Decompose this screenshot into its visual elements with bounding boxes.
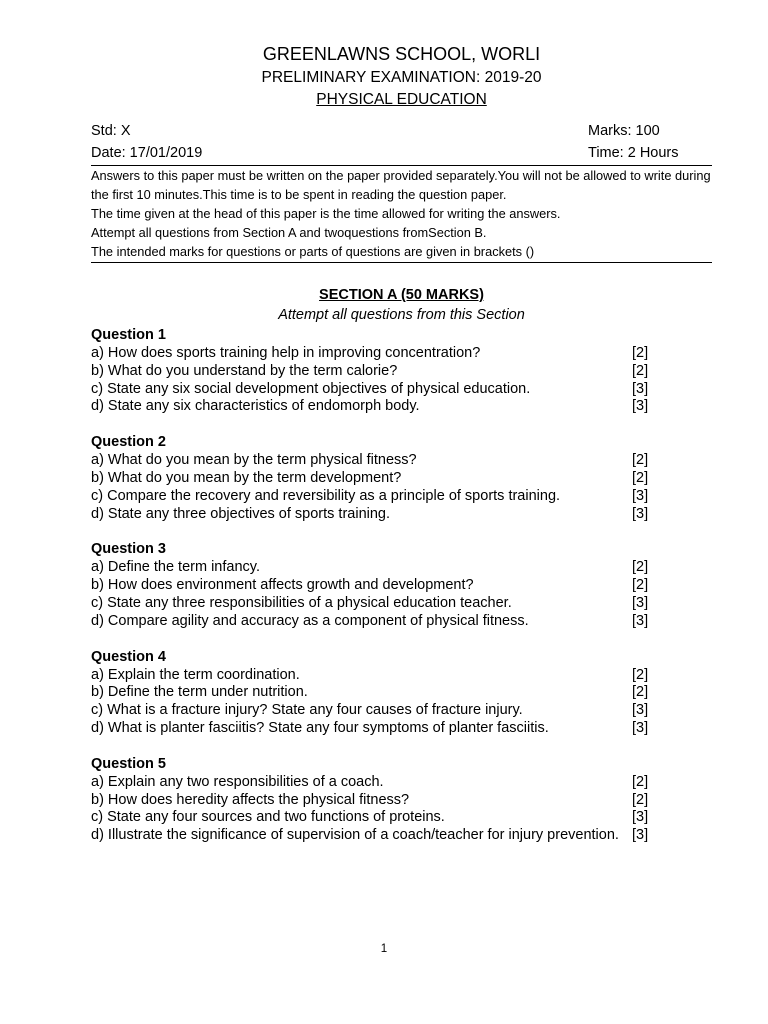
question-block — [91, 540, 712, 630]
question-title: Question 4 — [91, 648, 166, 665]
question-text: b) How does environment affects growth and development? — [91, 577, 474, 594]
question-item — [91, 363, 712, 381]
question-text: d) What is planter fasciitis? State any four symptoms of planter fasciitis. — [91, 719, 549, 736]
question-marks: [2] — [632, 469, 649, 486]
question-marks: [2] — [632, 577, 649, 594]
question-text: b) Define the term under nutrition. — [91, 684, 308, 701]
question-marks: [3] — [632, 702, 649, 719]
question-item — [91, 595, 712, 613]
question-marks: [2] — [632, 345, 649, 361]
question-item — [91, 488, 712, 506]
marks-label: Marks: 100 — [588, 123, 660, 139]
question-block — [91, 755, 712, 845]
question-item — [91, 684, 712, 702]
question-marks: [3] — [632, 612, 649, 629]
question-item — [91, 506, 712, 524]
question-text: a) Explain any two responsibilities of a coach. — [91, 773, 384, 790]
section-subtitle: Attempt all questions from this Section — [278, 307, 525, 323]
question-marks: [3] — [632, 505, 649, 522]
question-marks: [3] — [632, 827, 649, 844]
question-item — [91, 398, 712, 416]
question-text: c) Compare the recovery and reversibility as a principle of sports training. — [91, 487, 561, 504]
question-item — [91, 559, 712, 577]
question-text: c) State any three responsibilities of a physical education teacher. — [91, 594, 512, 611]
question-item — [91, 470, 712, 488]
question-item — [91, 827, 712, 845]
question-text: a) What do you mean by the term physical fitness? — [91, 452, 417, 469]
question-marks: [3] — [632, 809, 649, 826]
question-text: a) How does sports training help in improving concentration? — [91, 345, 481, 361]
question-item — [91, 613, 712, 631]
question-item — [91, 452, 712, 470]
question-item — [91, 809, 712, 827]
question-marks: [2] — [632, 773, 649, 790]
question-item — [91, 702, 712, 720]
question-marks: [3] — [632, 719, 649, 736]
question-text: d) Compare agility and accuracy as a component of physical fitness. — [91, 612, 529, 629]
time-label: Time: 2 Hours — [588, 144, 679, 161]
meta-row-std — [91, 121, 712, 143]
std-label: Std: X — [91, 123, 131, 139]
question-item — [91, 381, 712, 399]
instruction-line: Attempt all questions from Section A and twoquestions fromSection B. — [91, 225, 487, 240]
question-title: Question 1 — [91, 327, 166, 343]
instructions-box — [91, 165, 712, 263]
question-text: c) What is a fracture injury? State any four causes of fracture injury. — [91, 702, 523, 719]
question-text: a) Define the term infancy. — [91, 559, 260, 576]
question-item — [91, 720, 712, 738]
question-marks: [2] — [632, 684, 649, 701]
school-name: GREENLAWNS SCHOOL, WORLI — [262, 44, 541, 64]
question-marks: [2] — [632, 452, 649, 469]
question-text: b) What do you understand by the term calorie? — [91, 362, 398, 379]
question-title: Question 3 — [91, 541, 166, 558]
date-label: Date: 17/01/2019 — [91, 144, 203, 161]
question-title: Question 2 — [91, 434, 166, 451]
question-text: d) Illustrate the significance of supervision of a coach/teacher for injury prevention. — [91, 827, 619, 844]
question-marks: [2] — [632, 559, 649, 576]
exam-title: PRELIMINARY EXAMINATION: 2019-20 — [261, 69, 542, 86]
question-item — [91, 667, 712, 685]
meta-row-date — [91, 143, 712, 165]
question-text: c) State any four sources and two functions of proteins. — [91, 809, 445, 826]
question-marks: [2] — [632, 362, 649, 379]
question-marks: [2] — [632, 791, 649, 808]
exam-header — [91, 41, 712, 111]
question-block — [91, 433, 712, 523]
question-marks: [3] — [632, 487, 649, 504]
question-marks: [3] — [632, 380, 649, 397]
instruction-line: The time given at the head of this paper is the time allowed for writing the answers. — [91, 206, 561, 221]
section-title: SECTION A (50 MARKS) — [319, 287, 484, 303]
question-text: c) State any six social development objectives of physical education. — [91, 380, 531, 397]
question-text: a) Explain the term coordination. — [91, 666, 300, 683]
question-item — [91, 345, 712, 363]
question-text: d) State any six characteristics of endomorph body. — [91, 398, 420, 415]
question-text: b) How does heredity affects the physical fitness? — [91, 791, 410, 808]
question-block — [91, 326, 712, 416]
question-text: b) What do you mean by the term development? — [91, 469, 402, 486]
subject-title: PHYSICAL EDUCATION — [316, 91, 487, 108]
question-marks: [2] — [632, 666, 649, 683]
question-title: Question 5 — [91, 755, 166, 772]
question-item — [91, 792, 712, 810]
exam-page — [91, 40, 712, 845]
question-marks: [3] — [632, 594, 649, 611]
instruction-line: Answers to this paper must be written on the paper provided separately.You will not be allowed to write during the first 10 minutes.This time is to be spent in reading the question paper. — [91, 168, 711, 202]
question-block — [91, 648, 712, 738]
page-number: 1 — [380, 943, 388, 955]
question-item — [91, 774, 712, 792]
question-text: d) State any three objectives of sports training. — [91, 505, 391, 522]
question-item — [91, 577, 712, 595]
instruction-line: The intended marks for questions or parts of questions are given in brackets () — [91, 244, 535, 259]
question-marks: [3] — [632, 398, 649, 415]
